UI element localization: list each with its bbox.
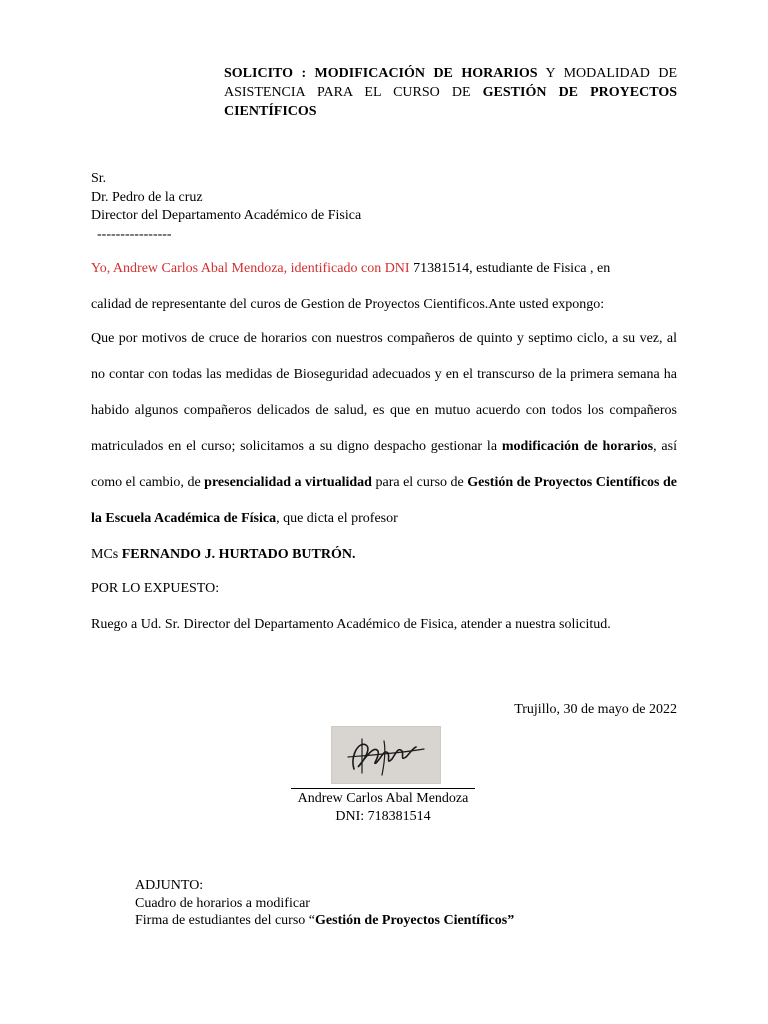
- attachment-item-bold: Gestión de Proyectos Científicos”: [315, 913, 515, 928]
- addressee-name: Dr. Pedro de la cruz: [91, 189, 203, 205]
- student-identification: Yo, Andrew Carlos Abal Mendoza, identificado con DNI: [91, 261, 410, 276]
- subject-course: GESTIÓN DE PROYECTOS CIENTÍFICOS: [224, 85, 677, 119]
- attachment-item: [135, 912, 514, 930]
- ruego-line: Ruego a Ud. Sr. Director del Departamento Académico de Fisica, atender a nuestra solicitud.: [91, 617, 611, 632]
- request-bold-course: Gestión de Proyectos Científicos de la Escuela Académica de Física: [91, 475, 677, 526]
- body-paragraph-request: [91, 321, 677, 573]
- intro-rest: 71381514, estudiante de Fisica , en: [409, 261, 611, 276]
- subject-label: SOLICITO : MODIFICACIÓN DE HORARIOS: [224, 66, 538, 81]
- request-bold-virtualidad: presencialidad a virtualidad: [204, 475, 372, 490]
- request-text-d: para el curso de: [371, 475, 468, 490]
- signature-line: [291, 788, 475, 789]
- attachments-block: [135, 877, 514, 930]
- subject-middle: Y MODALIDAD DE ASISTENCIA PARA EL CURSO DE: [224, 66, 678, 100]
- addressee-block: [91, 170, 361, 244]
- request-bold-horarios: modificación de horarios: [501, 439, 654, 454]
- por-lo-expuesto: POR LO EXPUESTO:: [91, 581, 220, 596]
- request-text-a: Que por motivos de cruce de horarios con nuestros compañeros de quinto y septimo ciclo, a su vez, al no contar con todas las medidas de Bioseguridad adecuados y en el transcurso de la primera semana ha habido algunos compañeros delicados de salud, es que en mutuo acuerdo con todos los compañeros matriculados en el curso; solicitamos a su digno despacho gestionar la: [91, 331, 677, 454]
- addressee-position: Director del Departamento Académico de Fisica: [91, 208, 362, 223]
- request-text-f: MCs: [91, 547, 122, 562]
- addressee-salutation: Sr.: [91, 171, 107, 186]
- signer-name: Andrew Carlos Abal Mendoza: [297, 791, 469, 806]
- attachments-header: ADJUNTO:: [135, 878, 204, 893]
- signer-block: [291, 790, 475, 826]
- request-text-c: , así como el cambio, de: [91, 439, 677, 490]
- intro-line-2: calidad de representante del curos de Gestion de Proyectos Cientificos.Ante usted expongo:: [91, 297, 605, 312]
- attachment-item: Cuadro de horarios a modificar: [135, 895, 310, 911]
- attachment-item-prefix: Firma de estudiantes del curso “: [135, 913, 316, 928]
- subject-block: [224, 64, 677, 121]
- body-paragraph-intro: [91, 251, 677, 323]
- letter-date: Trujillo, 30 de mayo de 2022: [514, 702, 677, 717]
- signature-image: [331, 726, 441, 784]
- professor-name: FERNANDO J. HURTADO BUTRÓN.: [121, 547, 356, 562]
- signer-dni: DNI: 718381514: [335, 809, 431, 824]
- request-text-e: , que dicta el profesor: [276, 511, 398, 526]
- handwritten-signature-icon: [332, 727, 440, 783]
- addressee-separator: ----------------: [97, 226, 172, 242]
